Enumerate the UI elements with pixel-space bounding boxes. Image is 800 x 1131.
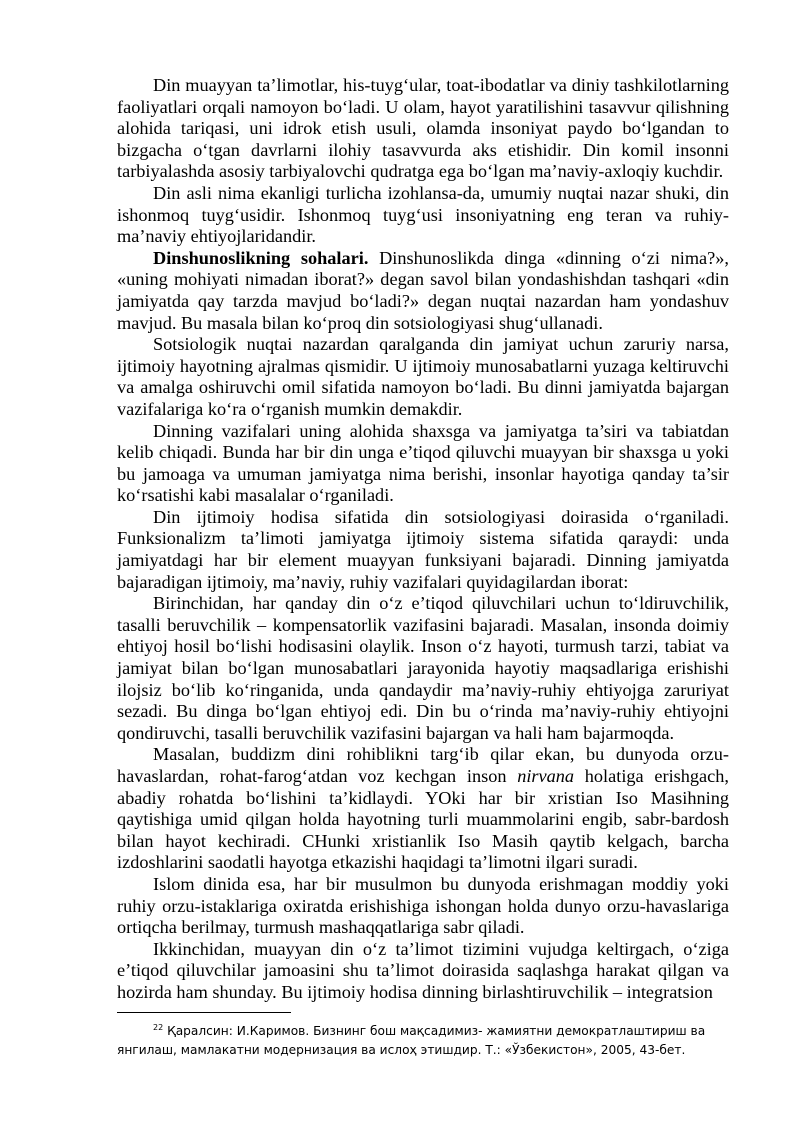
footnote	[117, 1018, 729, 1060]
footnote-separator	[117, 1012, 291, 1013]
paragraph: Masalan, buddizm dini rohiblikni targ‘ib qilar ekan, bu dunyoda orzu-havaslardan, rohat-farog‘atdan voz kechgan inson nirvana holatiga erishgach, abadiy rohatda bo‘lishini ta’kidlaydi. YOki har bir xristian Iso Masihning qaytishiga umid qilgan holda hayotning turli muammolarini engib, sabr-bardosh bilan hayot kechiradi. CHunki xristianlik Iso Masih qaytib kelgach, barcha izdoshlarini saodatli hayotga etkazishi haqidagi ta’limotni ilgari suradi.	[117, 744, 729, 873]
paragraph: Birinchidan, har qanday din o‘z e’tiqod qiluvchilari uchun to‘ldiruvchilik, tasalli beruvchilik – kompensatorlik vazifasini bajaradi. Masalan, insonda doimiy ehtiyoj hosil bo‘lishi hodisasini olaylik. Inson o‘z hayoti, turmush tarzi, tabiat va jamiyat bilan bo‘lgan munosabatlari jarayonida hayotiy maqsadlariga erishishi ilojsiz bo‘lib ko‘ringanida, unda qandaydir ma’naviy-ruhiy ehtiyojga zaruriyat sezadi. Bu dinga bo‘lgan ehtiyoj edi. Din bu o‘rinda ma’naviy-ruhiy ehtiyojni qondiruvchi, tasalli beruvchilik vazifasini bajargan va hali ham bajarmoqda.	[117, 593, 729, 743]
footnote-number: 22	[153, 1023, 164, 1032]
body-text	[117, 75, 729, 1004]
paragraph: Islom dinida esa, har bir musulmon bu dunyoda erishmagan moddiy yoki ruhiy orzu-istaklariga oxiratda erishishiga ishongan holda dunyo orzu-havaslariga ortiqcha berilmay, turmush mashaqqatlariga sabr qiladi.	[117, 873, 729, 938]
paragraph: Din muayyan ta’limotlar, his-tuyg‘ular, toat-ibodatlar va diniy tashkilotlarning faoliyatlari orqali namoyon bo‘ladi. U olam, hayot yaratilishini tasavvur qilishning alohida tariqasi, uni idrok etish usuli, olamda insoniyat paydo bo‘lgandan to bizgacha o‘tgan davrlarni ilohiy tasavvurda aks etishidir. Din komil insonni tarbiyalashda asosiy tarbiyalovchi qudratga ega bo‘lgan ma’naviy-axloqiy kuchdir.	[117, 75, 729, 182]
italic-term: nirvana	[517, 766, 575, 786]
section-heading: Dinshunoslikning sohalari.	[153, 247, 369, 268]
paragraph: Sotsiologik nuqtai nazardan qaralganda din jamiyat uchun zaruriy narsa, ijtimoiy hayotning ajralmas qismidir. U ijtimoiy munosabatlarni yuzaga keltiruvchi va amalga oshiruvchi omil sifatida namoyon bo‘ladi. Bu dinni jamiyatda bajargan vazifalariga ko‘ra o‘rganish mumkin demakdir.	[117, 334, 729, 419]
paragraph: Din asli nima ekanligi turlicha izohlansa-da, umumiy nuqtai nazar shuki, din ishonmoq tuyg‘usidir. Ishonmoq tuyg‘usi insoniyatning eng teran va ruhiy-ma’naviy ehtiyojlaridandir.	[117, 182, 729, 247]
paragraph: Din ijtimoiy hodisa sifatida din sotsiologiyasi doirasida o‘rganiladi. Funksionalizm ta’limoti jamiyatga ijtimoiy sistema sifatida qaraydi: unda jamiyatdagi har bir element muayyan funksiyani bajaradi. Dinning jamiyatda bajaradigan ijtimoiy, ma’naviy, ruhiy vazifalari quyidagilardan iborat:	[117, 506, 729, 592]
paragraph: Dinning vazifalari uning alohida shaxsga va jamiyatga ta’siri va tabiatdan kelib chiqadi. Bunda har bir din unga e’tiqod qiluvchi muayyan bir shaxsga u yoki bu jamoaga va umuman jamiyatga nima berishi, insonlar hayotiga qanday ta’sir ko‘rsatishi kabi masalalar o‘rganiladi.	[117, 420, 729, 506]
footnote-text: Қаралсин: И.Каримов. Бизнинг бош мақсадимиз- жамиятни демократлаштириш ва янгилаш, мамлакатни модернизация ва ислоҳ этишдир. Т.: «Ўзбекистон», 2005, 43-бет.	[117, 1024, 706, 1057]
paragraph: Ikkinchidan, muayyan din o‘z ta’limot tizimini vujudga keltirgach, o‘ziga e’tiqod qiluvchilar jamoasini shu ta’limot doirasida saqlashga harakat qilgan va hozirda ham shunday. Bu ijtimoiy hodisa dinning birlashtiruvchilik – integratsion	[117, 938, 729, 1002]
paragraph: Dinshunoslikning sohalari. Dinshunoslikda dinga «dinning o‘zi nima?», «uning mohiyati nimadan iborat?» degan savol bilan yondashishdan tashqari «din jamiyatda qay tarzda mavjud bo‘ladi?» degan nuqtai nazardan ham yondashuv mavjud. Bu masala bilan ko‘proq din sotsiologiyasi shug‘ullanadi.	[117, 247, 729, 333]
